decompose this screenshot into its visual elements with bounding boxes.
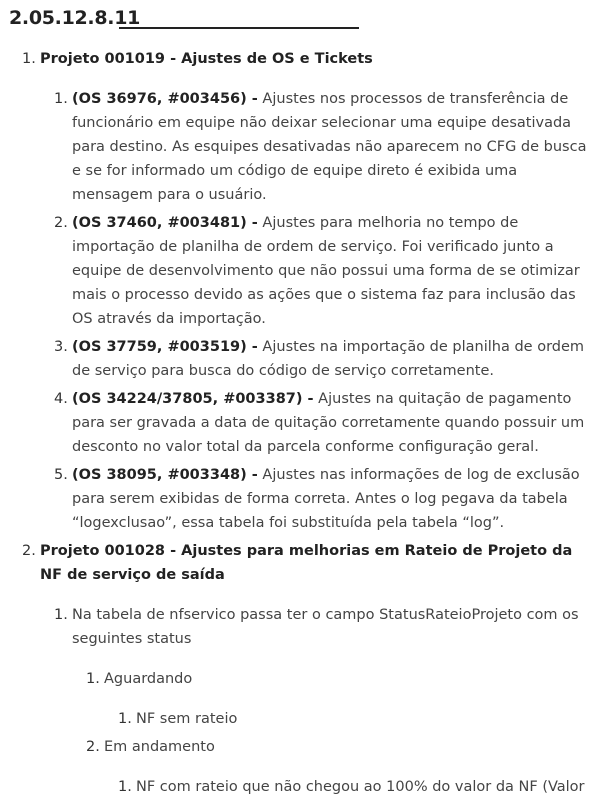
- status-detail-text: NF com rateio que não chegou ao 100% do valor da NF (Valor: [136, 779, 585, 795]
- item-text: Ajustes nas informações de log de exclusão para serem exibidas de forma correta. Antes o log pegava da tabela “logexclusao”, essa tabela foi substituída pela tabela “log”.: [72, 467, 580, 531]
- os-reference: (OS 36976, #003456) -: [72, 91, 258, 107]
- list-number: 1.: [54, 607, 68, 623]
- item-text: Na tabela de nfservico passa ter o campo StatusRateioProjeto com os seguintes status: [72, 607, 579, 647]
- item-text: Ajustes nos processos de transferência de funcionário em equipe não deixar selecionar uma equipe desativada para destino. As esquipes desativadas não aparecem no CFG de busca e se for informado um código de equipe direto é exibida uma mensagem para o usuário.: [72, 91, 587, 203]
- item-text: Ajustes na importação de planilha de ordem de serviço para busca do código de serviço corretamente.: [72, 339, 585, 379]
- item-text: Ajustes para melhoria no tempo de importação de planilha de ordem de serviço. Foi verificado junto a equipe de desenvolvimento que não possui uma forma de se otimizar mais o processo devido as ações que o sistema faz para inclusão das OS através da importação.: [72, 215, 580, 327]
- project-title: Projeto 001028 - Ajustes para melhorias em Rateio de Projeto da NF de serviço de saída: [40, 543, 573, 583]
- status-detail-text: NF sem rateio: [136, 711, 238, 727]
- list-number: 2.: [22, 543, 36, 559]
- project-item: [22, 47, 585, 71]
- status-label: Aguardando: [104, 671, 193, 687]
- list-item: [54, 603, 587, 651]
- list-number: 3.: [54, 339, 68, 355]
- version-heading: 2.05.12.8.11: [9, 7, 141, 29]
- status-detail: [118, 775, 596, 799]
- os-reference: (OS 37759, #003519) -: [72, 339, 258, 355]
- list-item: [54, 211, 587, 331]
- list-number: 2.: [86, 739, 100, 755]
- status-label: Em andamento: [104, 739, 215, 755]
- status-detail: [118, 707, 596, 731]
- project-title: Projeto 001019 - Ajustes de OS e Tickets: [40, 51, 373, 67]
- item-text: Ajustes na quitação de pagamento para ser gravada a data de quitação corretamente quando possuir um desconto no valor total da parcela conforme configuração geral.: [72, 391, 585, 455]
- list-number: 1.: [118, 779, 132, 795]
- list-number: 1.: [86, 671, 100, 687]
- list-item: [54, 87, 587, 207]
- heading-underline: [119, 27, 359, 29]
- list-number: 2.: [54, 215, 68, 231]
- list-number: 1.: [54, 91, 68, 107]
- status-item: [86, 735, 584, 759]
- list-item: [54, 335, 587, 383]
- list-number: 4.: [54, 391, 68, 407]
- project-item: [22, 539, 585, 587]
- list-number: 1.: [22, 51, 36, 67]
- list-number: 1.: [118, 711, 132, 727]
- list-item: [54, 387, 587, 459]
- os-reference: (OS 34224/37805, #003387) -: [72, 391, 314, 407]
- list-number: 5.: [54, 467, 68, 483]
- os-reference: (OS 37460, #003481) -: [72, 215, 258, 231]
- status-item: [86, 667, 584, 691]
- list-item: [54, 463, 587, 535]
- os-reference: (OS 38095, #003348) -: [72, 467, 258, 483]
